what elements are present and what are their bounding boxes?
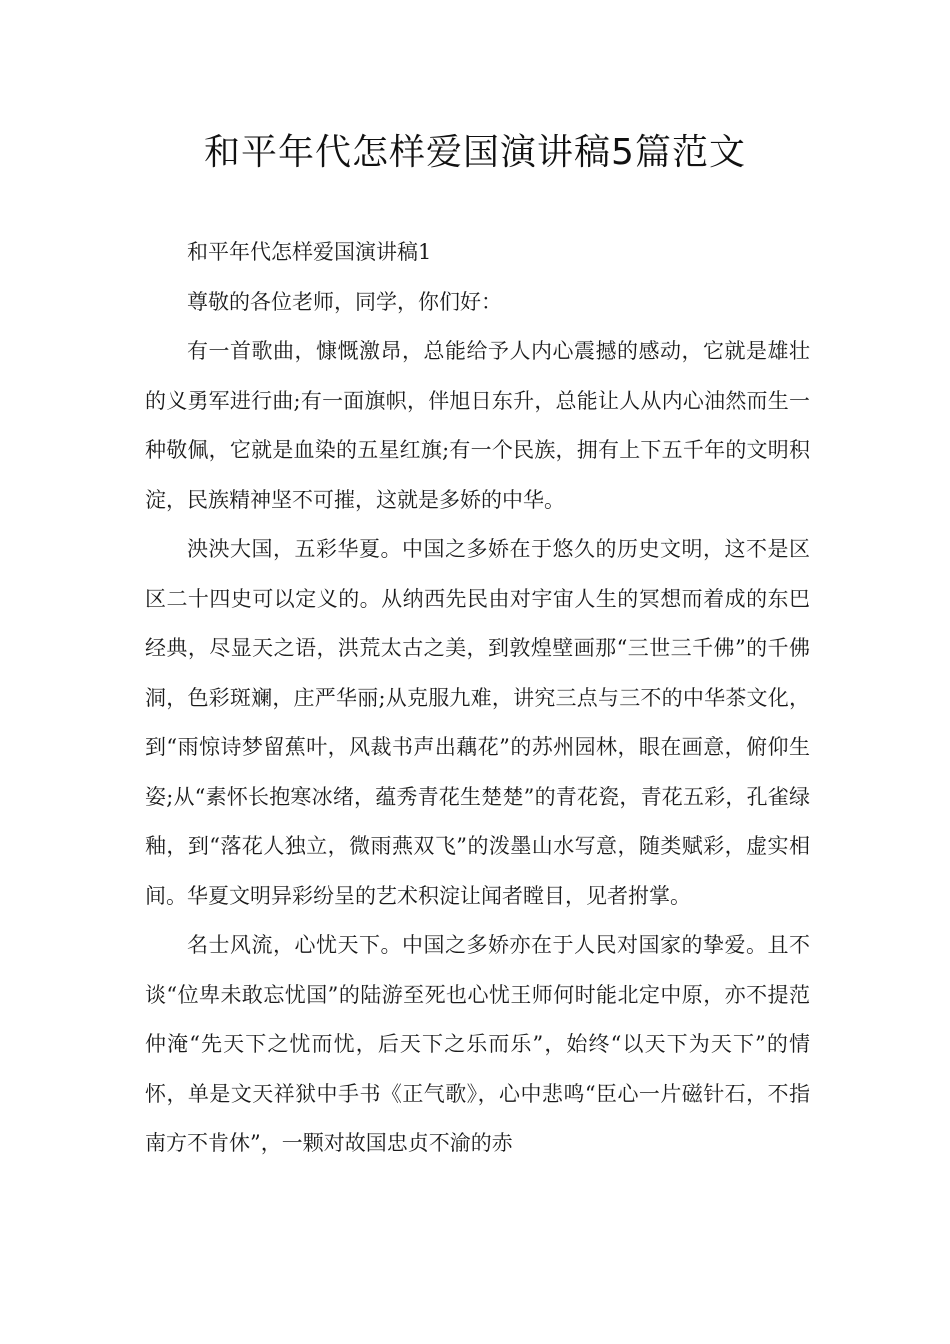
body-paragraph: 名士风流，心忧天下。中国之多娇亦在于人民对国家的挚爱。且不谈“位卑未敢忘忧国”的陆游至死也心忧王师何时能北定中原，亦不提范仲淹“先天下之忧而忧，后天下之乐而乐”，始终“以天下为天下”的情怀，单是文天祥狱中手书《正气歌》，心中悲鸣“臣心一片磁针石，不指南方不肯休”，一颗对故国忠贞不渝的赤 [145,933,810,1155]
document-body [145,228,810,1169]
greeting-paragraph: 尊敬的各位老师，同学，你们好： [187,289,502,314]
section-heading: 和平年代怎样爱国演讲稿1 [187,240,432,264]
document-title: 和平年代怎样爱国演讲稿5篇范文 [204,132,746,173]
body-paragraph: 有一首歌曲，慷慨激昂，总能给予人内心震撼的感动，它就是雄壮的义勇军进行曲;有一面旗帜，伴旭日东升，总能让人从内心油然而生一种敬佩，它就是血染的五星红旗;有一个民族，拥有上下五千年的文明积淀，民族精神坚不可摧，这就是多娇的中华。 [145,339,810,512]
body-paragraph: 泱泱大国，五彩华夏。中国之多娇在于悠久的历史文明，这不是区区二十四史可以定义的。从纳西先民由对宇宙人生的冥想而着成的东巴经典，尽显天之语，洪荒太古之美，到敦煌壁画那“三世三千佛”的千佛洞，色彩斑斓，庄严华丽;从克服九难，讲究三点与三不的中华茶文化，到“雨惊诗梦留蕉叶，风裁书声出藕花”的苏州园林，眼在画意，俯仰生姿;从“素怀长抱寒冰绪，蕴秀青花生楚楚”的青花瓷，青花五彩，孔雀绿釉，到“落花人独立，微雨燕双飞”的泼墨山水写意，随类赋彩，虚实相间。华夏文明异彩纷呈的艺术积淀让闻者瞠目，见者拊掌。 [145,537,810,908]
